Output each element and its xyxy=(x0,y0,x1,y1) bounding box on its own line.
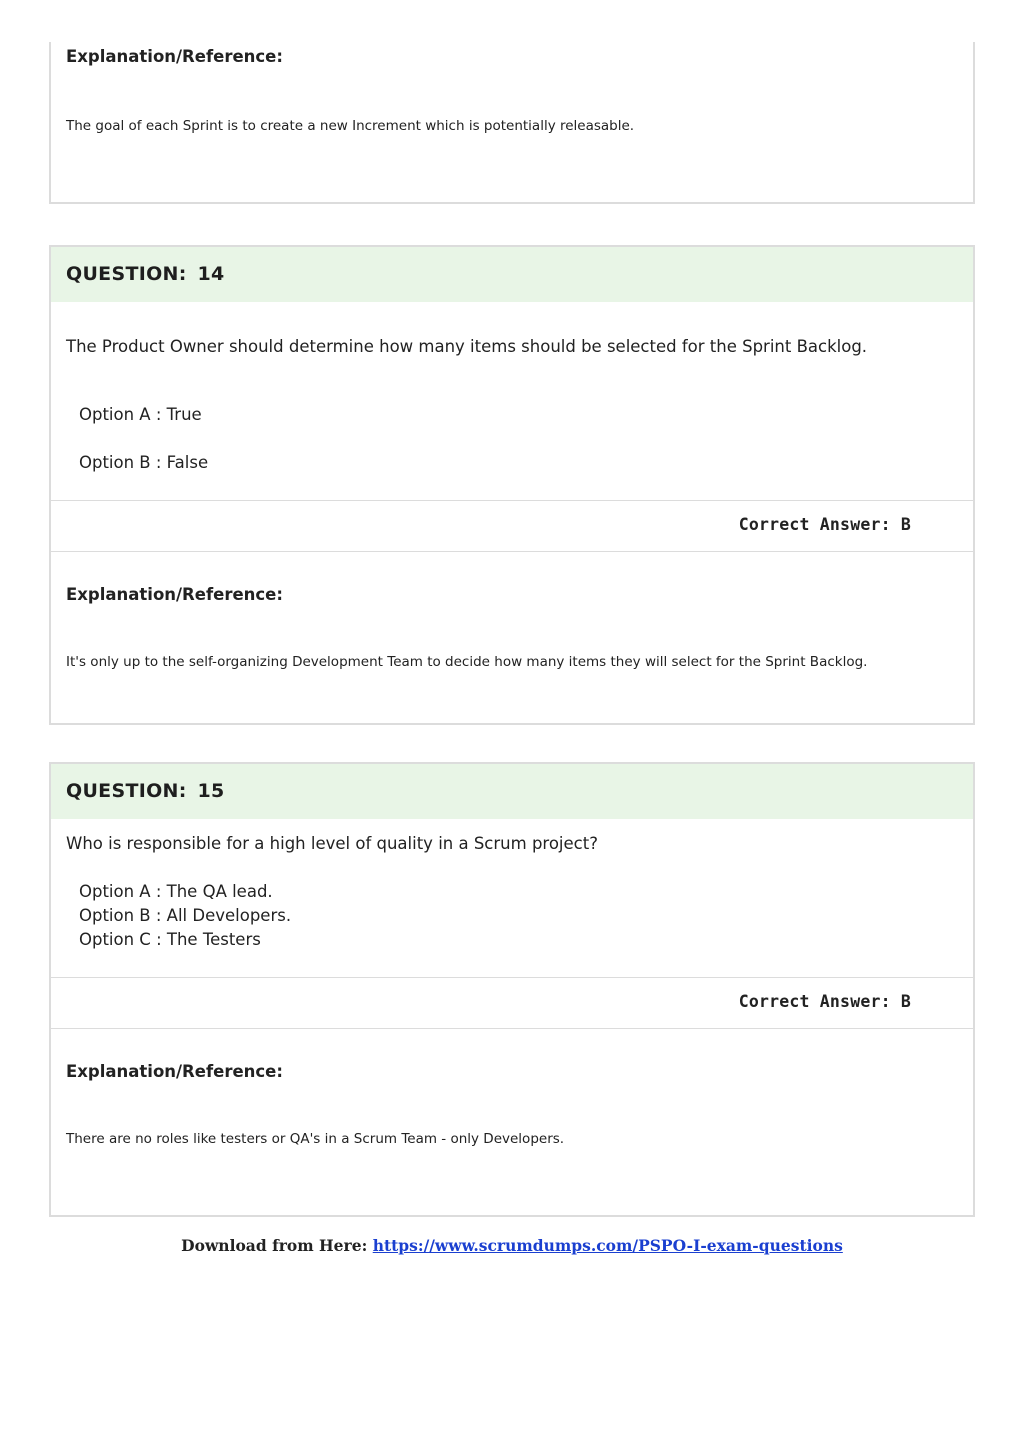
download-footer xyxy=(0,1236,1024,1255)
correct-answer: Correct Answer: B xyxy=(738,515,911,534)
question-title: QUESTION: 14 xyxy=(66,263,225,285)
option-b: Option B : All Developers. xyxy=(79,906,292,925)
question-text: Who is responsible for a high level of quality in a Scrum project? xyxy=(66,834,598,853)
explanation-text: There are no roles like testers or QA's in a Scrum Team - only Developers. xyxy=(66,1131,565,1147)
option-c: Option C : The Testers xyxy=(79,930,261,949)
option-a: Option A : The QA lead. xyxy=(79,882,273,901)
correct-answer: Correct Answer: B xyxy=(738,992,911,1011)
question-header xyxy=(51,247,973,302)
explanation-heading: Explanation/Reference: xyxy=(66,585,283,604)
divider xyxy=(51,977,973,978)
question-title: QUESTION: 15 xyxy=(66,780,225,802)
option-a: Option A : True xyxy=(79,405,202,424)
divider xyxy=(51,1028,973,1029)
question-text: The Product Owner should determine how many items should be selected for the Sprint Backlog. xyxy=(66,337,868,356)
download-link[interactable]: https://www.scrumdumps.com/PSPO-I-exam-questions xyxy=(372,1236,843,1255)
explanation-heading: Explanation/Reference: xyxy=(66,1062,283,1081)
explanation-text: It's only up to the self-organizing Development Team to decide how many items they will select for the Sprint Backlog. xyxy=(66,654,868,670)
question-card-14 xyxy=(49,245,975,725)
option-b: Option B : False xyxy=(79,453,209,472)
footer-label: Download from Here: xyxy=(181,1236,373,1255)
explanation-heading: Explanation/Reference: xyxy=(66,47,283,66)
question-card-15 xyxy=(49,762,975,1217)
question-header xyxy=(51,764,973,819)
divider xyxy=(51,500,973,501)
explanation-text: The goal of each Sprint is to create a new Increment which is potentially releasable. xyxy=(66,118,635,134)
previous-question-explanation xyxy=(49,42,975,204)
divider xyxy=(51,551,973,552)
